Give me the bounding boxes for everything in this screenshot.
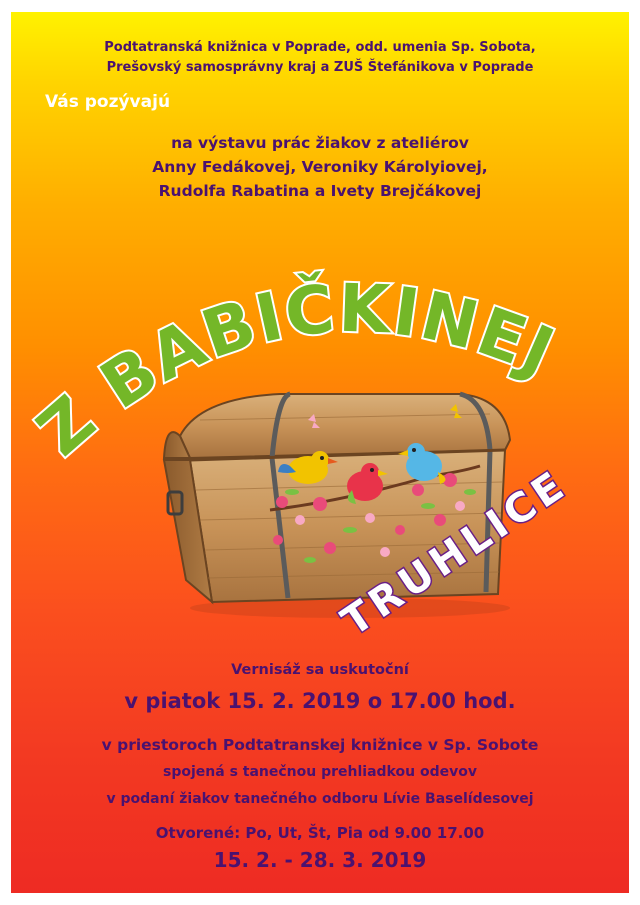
venue-line-3: v podaní žiakov tanečného odboru Lívie Baselídesovej [106, 791, 534, 807]
intro-line-3: Rudolfa Rabatina a Ivety Brejčákovej [158, 182, 482, 200]
venue-line-2: spojená s tanečnou prehliadkou odevov [163, 764, 477, 780]
opening-label: Vernisáž sa uskutoční [231, 662, 409, 678]
opening-date: v piatok 15. 2. 2019 o 17.00 hod. [124, 689, 516, 713]
organizer-line-1: Podtatranská knižnica v Poprade, odd. umenia Sp. Sobota, [104, 40, 536, 55]
venue-line-1: v priestoroch Podtatranskej knižnice v Sp. Sobote [101, 736, 539, 754]
intro-line-1: na výstavu prác žiakov z ateliérov [171, 134, 469, 152]
title-main [23, 270, 566, 471]
title-main-text: Z BABIČKINEJ [23, 269, 567, 471]
invite-heading: Vás pozývajú [45, 92, 171, 112]
exhibition-dates: 15. 2. - 28. 3. 2019 [213, 848, 427, 872]
title-secondary: TRUHLICE [333, 461, 577, 646]
invitation-poster [11, 12, 629, 893]
organizer-line-2: Prešovský samosprávny kraj a ZUŠ Štefánikova v Poprade [106, 60, 534, 75]
opening-hours: Otvorené: Po, Ut, Št, Pia od 9.00 17.00 [155, 824, 485, 842]
title-graphic [11, 12, 629, 893]
intro-line-2: Anny Fedákovej, Veroniky Károlyiovej, [152, 158, 488, 176]
